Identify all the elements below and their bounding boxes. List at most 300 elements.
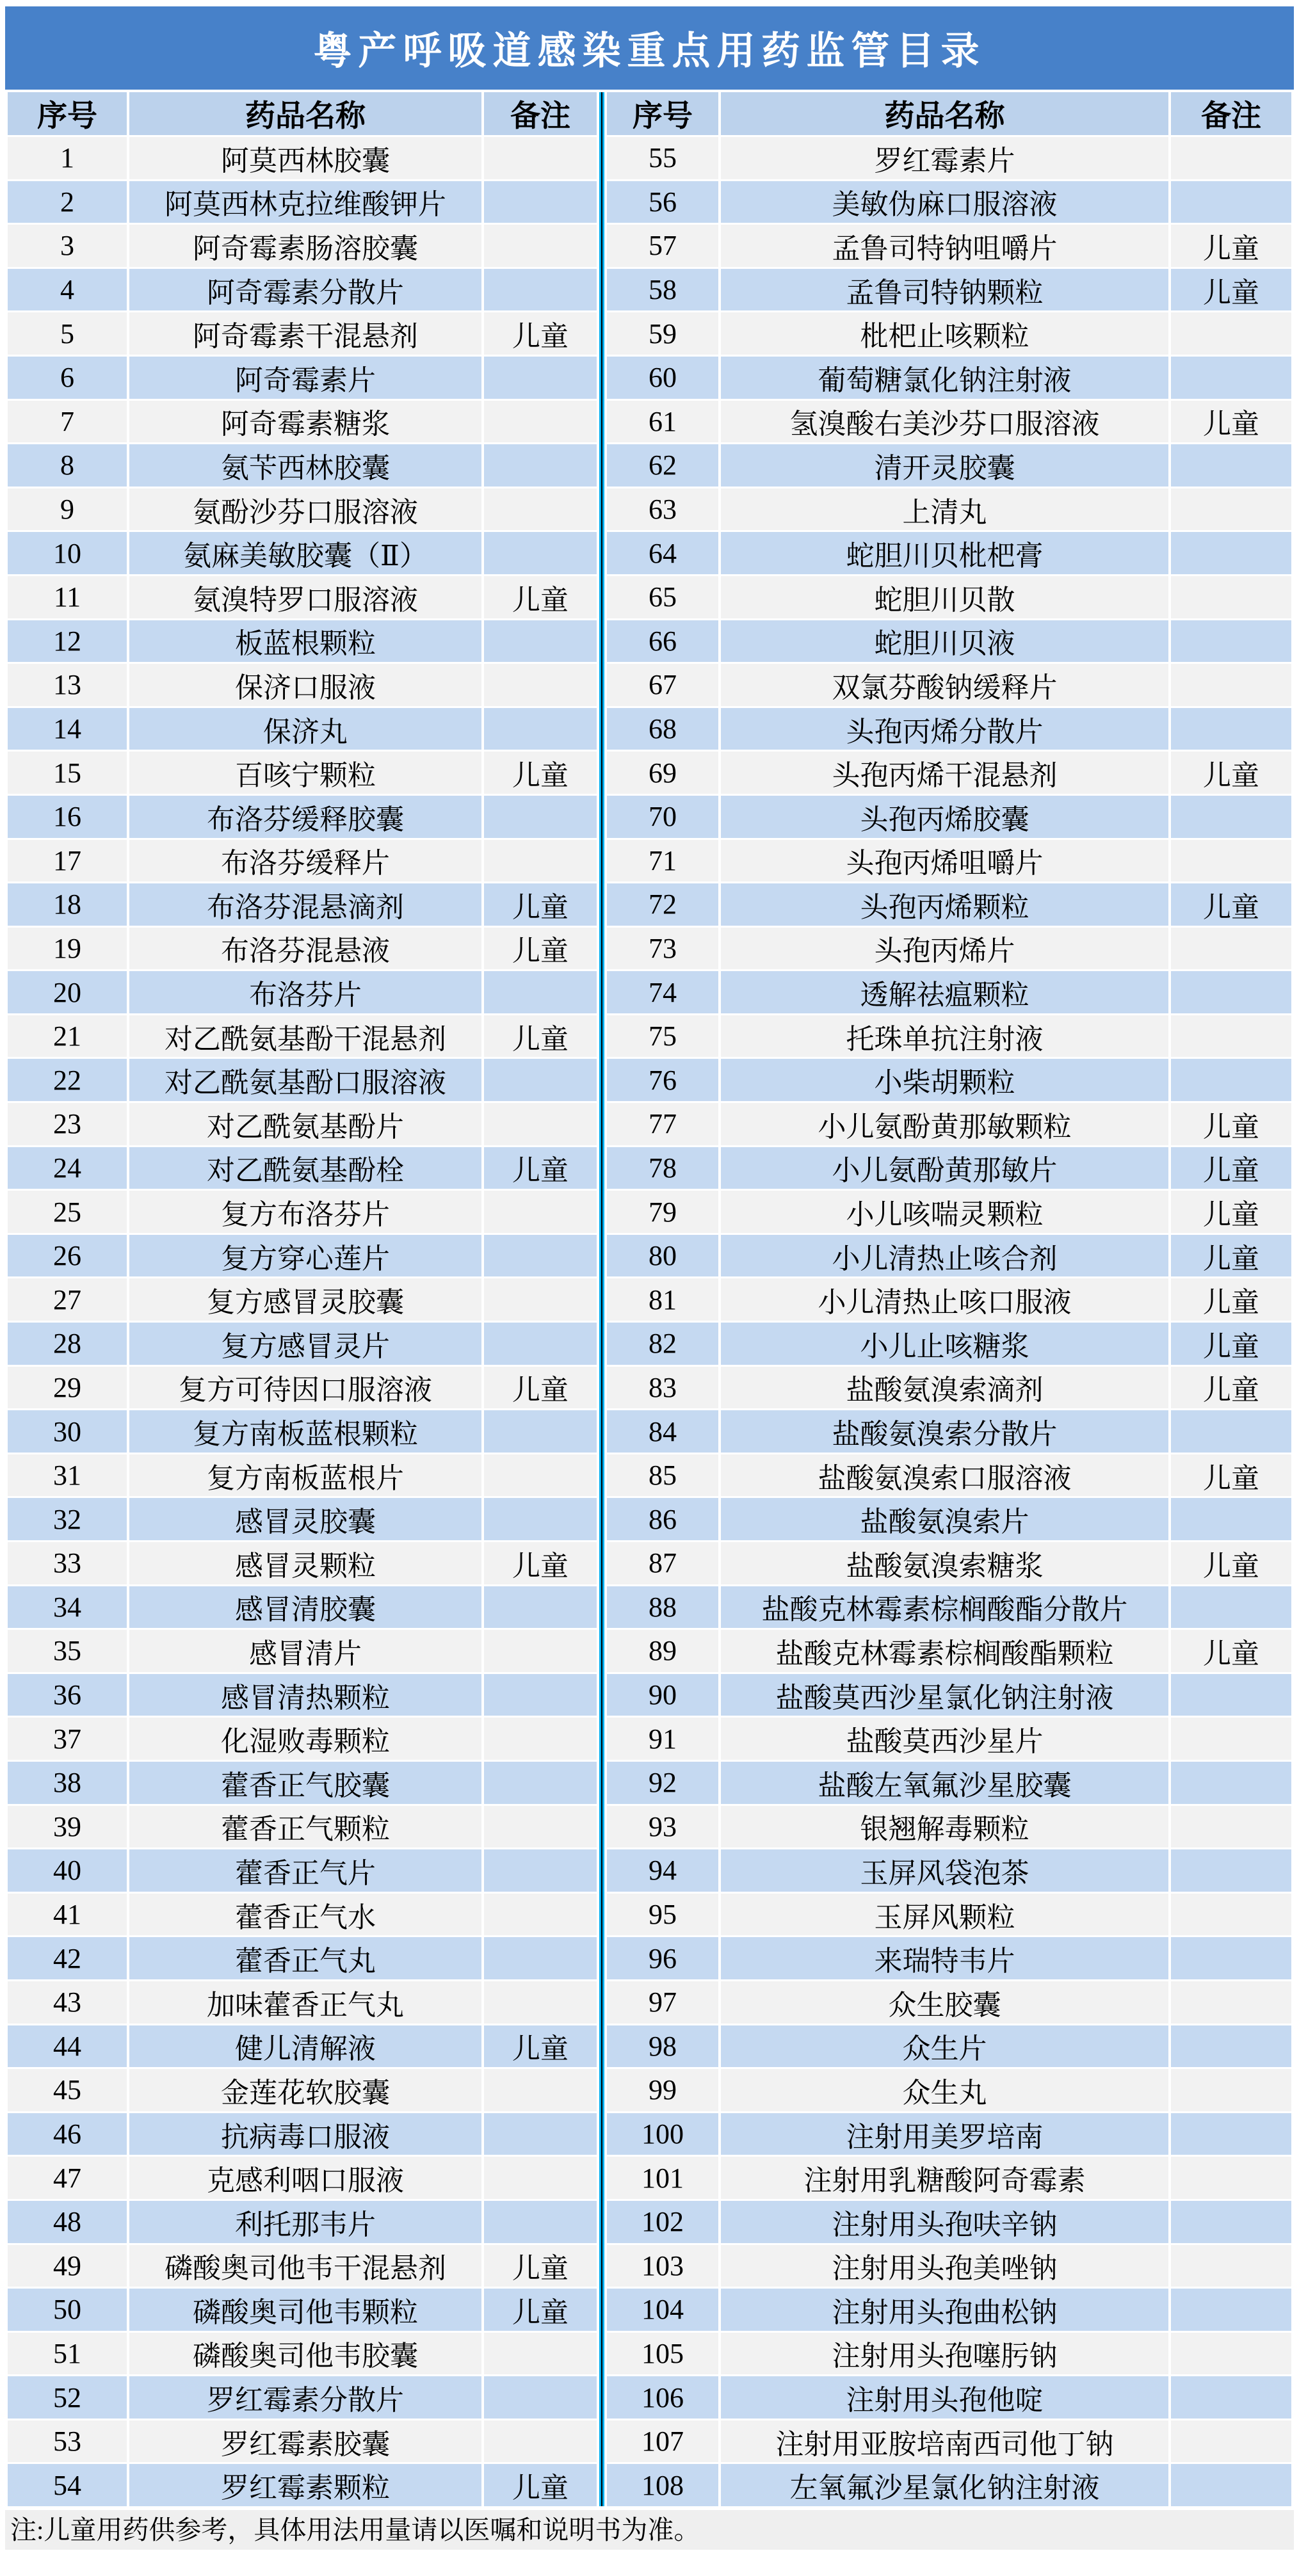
row-note: 儿童	[484, 2464, 597, 2506]
row-no: 67	[607, 664, 718, 706]
row-no: 86	[607, 1498, 718, 1540]
row-note	[484, 1630, 597, 1672]
row-no: 106	[607, 2376, 718, 2419]
row-no: 6	[8, 357, 127, 399]
table-row	[8, 752, 597, 794]
row-note: 儿童	[484, 752, 597, 794]
table-row	[607, 225, 1291, 267]
table-row	[607, 752, 1291, 794]
row-note: 儿童	[484, 2289, 597, 2331]
row-no: 80	[607, 1235, 718, 1277]
row-name: 磷酸奥司他韦颗粒	[129, 2289, 481, 2331]
row-note: 儿童	[1171, 1147, 1291, 1189]
row-name: 罗红霉素片	[721, 137, 1168, 179]
row-name: 注射用头孢呋辛钠	[721, 2201, 1168, 2243]
row-no: 68	[607, 708, 718, 750]
table-row	[607, 137, 1291, 179]
row-no: 15	[8, 752, 127, 794]
row-name: 板蓝根颗粒	[129, 620, 481, 663]
row-name: 头孢丙烯咀嚼片	[721, 840, 1168, 882]
table-row	[607, 708, 1291, 750]
table-row	[607, 1762, 1291, 1804]
row-no: 27	[8, 1278, 127, 1321]
row-name: 众生胶囊	[721, 1981, 1168, 2024]
table-row	[607, 664, 1291, 706]
row-name: 盐酸氨溴索片	[721, 1498, 1168, 1540]
row-name: 复方布洛芬片	[129, 1191, 481, 1233]
table-row	[607, 1454, 1291, 1497]
row-note	[484, 796, 597, 838]
table-row	[8, 1498, 597, 1540]
row-name: 透解祛瘟颗粒	[721, 971, 1168, 1013]
row-name: 上清丸	[721, 488, 1168, 531]
row-note	[484, 137, 597, 179]
row-no: 48	[8, 2201, 127, 2243]
row-name: 复方感冒灵片	[129, 1323, 481, 1365]
row-note	[484, 1235, 597, 1277]
row-no: 47	[8, 2157, 127, 2199]
row-no: 93	[607, 1806, 718, 1848]
row-note: 儿童	[1171, 1235, 1291, 1277]
row-name: 罗红霉素分散片	[129, 2376, 481, 2419]
row-no: 101	[607, 2157, 718, 2199]
row-name: 头孢丙烯片	[721, 928, 1168, 970]
col-header-note: 备注	[484, 92, 597, 135]
row-no: 19	[8, 928, 127, 970]
row-name: 复方可待因口服溶液	[129, 1367, 481, 1409]
table-row	[8, 2245, 597, 2287]
table-row	[607, 1498, 1291, 1540]
table-row	[8, 2201, 597, 2243]
col-header-no: 序号	[607, 92, 718, 135]
table-row	[607, 1147, 1291, 1189]
row-name: 盐酸氨溴索分散片	[721, 1410, 1168, 1453]
row-note	[484, 1191, 597, 1233]
table-row	[607, 2464, 1291, 2506]
row-no: 31	[8, 1454, 127, 1497]
row-note	[1171, 181, 1291, 223]
row-name: 布洛芬混悬滴剂	[129, 883, 481, 926]
row-name: 盐酸克林霉素棕榈酸酯分散片	[721, 1586, 1168, 1629]
table-row	[8, 1806, 597, 1848]
table-row	[8, 1147, 597, 1189]
row-no: 11	[8, 576, 127, 618]
table-row	[8, 137, 597, 179]
table-row	[607, 2420, 1291, 2463]
row-name: 布洛芬缓释胶囊	[129, 796, 481, 838]
row-no: 20	[8, 971, 127, 1013]
row-name: 孟鲁司特钠颗粒	[721, 269, 1168, 311]
table-row	[607, 1410, 1291, 1453]
row-no: 37	[8, 1718, 127, 1760]
row-no: 18	[8, 883, 127, 926]
row-note: 儿童	[1171, 1103, 1291, 1145]
row-no: 1	[8, 137, 127, 179]
row-no: 76	[607, 1059, 718, 1101]
table-row	[607, 269, 1291, 311]
row-note	[484, 840, 597, 882]
row-name: 布洛芬缓释片	[129, 840, 481, 882]
row-no: 34	[8, 1586, 127, 1629]
row-no: 17	[8, 840, 127, 882]
left-table-header	[8, 92, 597, 135]
row-name: 保济丸	[129, 708, 481, 750]
table-row	[8, 883, 597, 926]
footnote: 注:儿童用药供参考，具体用法用量请以医嘱和说明书为准。	[5, 2510, 1294, 2550]
row-note	[1171, 1806, 1291, 1848]
row-note	[484, 1981, 597, 2024]
table-row	[8, 357, 597, 399]
table-row	[8, 971, 597, 1013]
row-name: 加味藿香正气丸	[129, 1981, 481, 2024]
table-row	[607, 1981, 1291, 2024]
col-header-no: 序号	[8, 92, 127, 135]
table-row	[8, 1454, 597, 1497]
row-name: 氨麻美敏胶囊（Ⅱ）	[129, 532, 481, 574]
row-note: 儿童	[484, 1015, 597, 1058]
row-note	[1171, 2245, 1291, 2287]
table-row	[607, 1630, 1291, 1672]
table-row	[8, 1718, 597, 1760]
row-name: 蛇胆川贝枇杷膏	[721, 532, 1168, 574]
row-no: 38	[8, 1762, 127, 1804]
row-no: 40	[8, 1849, 127, 1892]
table-row	[607, 576, 1291, 618]
row-name: 罗红霉素胶囊	[129, 2420, 481, 2463]
drug-table-right	[604, 90, 1294, 2508]
row-no: 71	[607, 840, 718, 882]
row-name: 氨溴特罗口服溶液	[129, 576, 481, 618]
table-row	[8, 225, 597, 267]
row-note: 儿童	[484, 1147, 597, 1189]
row-no: 35	[8, 1630, 127, 1672]
row-note	[1171, 620, 1291, 663]
table-row	[607, 2201, 1291, 2243]
table-row	[8, 1762, 597, 1804]
row-note: 儿童	[484, 2245, 597, 2287]
row-name: 利托那韦片	[129, 2201, 481, 2243]
row-no: 77	[607, 1103, 718, 1145]
row-name: 感冒清热颗粒	[129, 1674, 481, 1716]
table-row	[8, 2464, 597, 2506]
row-no: 88	[607, 1586, 718, 1629]
table-row	[8, 1191, 597, 1233]
row-name: 盐酸氨溴索糖浆	[721, 1542, 1168, 1584]
row-no: 82	[607, 1323, 718, 1365]
row-name: 阿奇霉素糖浆	[129, 401, 481, 443]
row-no: 65	[607, 576, 718, 618]
row-note: 儿童	[484, 928, 597, 970]
row-name: 氨苄西林胶囊	[129, 444, 481, 487]
table-row	[607, 1937, 1291, 1979]
row-name: 阿莫西林胶囊	[129, 137, 481, 179]
row-name: 盐酸氨溴索口服溶液	[721, 1454, 1168, 1497]
row-note	[484, 2113, 597, 2155]
row-no: 24	[8, 1147, 127, 1189]
row-note: 儿童	[484, 1367, 597, 1409]
row-no: 91	[607, 1718, 718, 1760]
row-note	[1171, 1498, 1291, 1540]
row-name: 来瑞特韦片	[721, 1937, 1168, 1979]
row-no: 89	[607, 1630, 718, 1672]
table-row	[8, 1278, 597, 1321]
row-name: 复方穿心莲片	[129, 1235, 481, 1277]
table-row	[8, 708, 597, 750]
row-no: 100	[607, 2113, 718, 2155]
row-note	[484, 532, 597, 574]
table-row	[607, 1323, 1291, 1365]
table-row	[607, 1059, 1291, 1101]
row-no: 78	[607, 1147, 718, 1189]
row-no: 104	[607, 2289, 718, 2331]
table-row	[8, 2376, 597, 2419]
table-row	[607, 1806, 1291, 1848]
table-row	[8, 2289, 597, 2331]
row-name: 清开灵胶囊	[721, 444, 1168, 487]
right-tbody	[607, 137, 1291, 2506]
row-note	[1171, 1894, 1291, 1936]
row-name: 对乙酰氨基酚口服溶液	[129, 1059, 481, 1101]
row-no: 51	[8, 2333, 127, 2375]
row-no: 72	[607, 883, 718, 926]
row-no: 103	[607, 2245, 718, 2287]
row-no: 55	[607, 137, 718, 179]
row-note	[1171, 664, 1291, 706]
row-name: 藿香正气胶囊	[129, 1762, 481, 1804]
row-note	[1171, 1937, 1291, 1979]
row-name: 藿香正气片	[129, 1849, 481, 1892]
right-table-header	[607, 92, 1291, 135]
row-note	[484, 225, 597, 267]
row-note	[1171, 2333, 1291, 2375]
table-row	[607, 620, 1291, 663]
table-row	[8, 401, 597, 443]
row-no: 105	[607, 2333, 718, 2375]
table-row	[8, 1981, 597, 2024]
row-no: 70	[607, 796, 718, 838]
table-row	[607, 1542, 1291, 1584]
row-note	[1171, 488, 1291, 531]
row-no: 85	[607, 1454, 718, 1497]
row-name: 氢溴酸右美沙芬口服溶液	[721, 401, 1168, 443]
row-note	[484, 1059, 597, 1101]
row-note	[484, 620, 597, 663]
row-name: 阿莫西林克拉维酸钾片	[129, 181, 481, 223]
row-name: 氨酚沙芬口服溶液	[129, 488, 481, 531]
table-row	[8, 840, 597, 882]
table-row	[8, 620, 597, 663]
row-no: 9	[8, 488, 127, 531]
row-name: 注射用头孢他啶	[721, 2376, 1168, 2419]
table-row	[8, 444, 597, 487]
row-note	[1171, 1015, 1291, 1058]
col-header-name: 药品名称	[129, 92, 481, 135]
table-row	[607, 1367, 1291, 1409]
row-no: 81	[607, 1278, 718, 1321]
row-name: 注射用美罗培南	[721, 2113, 1168, 2155]
table-row	[607, 2069, 1291, 2111]
row-name: 百咳宁颗粒	[129, 752, 481, 794]
row-no: 39	[8, 1806, 127, 1848]
row-no: 32	[8, 1498, 127, 1540]
row-name: 小儿咳喘灵颗粒	[721, 1191, 1168, 1233]
row-no: 94	[607, 1849, 718, 1892]
row-name: 小儿止咳糖浆	[721, 1323, 1168, 1365]
row-note	[1171, 1410, 1291, 1453]
row-note	[1171, 2157, 1291, 2199]
table-row	[607, 1015, 1291, 1058]
table-row	[8, 928, 597, 970]
row-no: 57	[607, 225, 718, 267]
row-note	[484, 1323, 597, 1365]
row-note: 儿童	[1171, 1454, 1291, 1497]
row-note	[1171, 971, 1291, 1013]
table-row	[607, 444, 1291, 487]
row-note	[484, 269, 597, 311]
row-note: 儿童	[484, 2025, 597, 2068]
row-note: 儿童	[1171, 401, 1291, 443]
table-row	[607, 928, 1291, 970]
table-row	[607, 2245, 1291, 2287]
row-name: 小儿清热止咳合剂	[721, 1235, 1168, 1277]
row-note: 儿童	[1171, 1191, 1291, 1233]
row-name: 感冒清片	[129, 1630, 481, 1672]
row-no: 25	[8, 1191, 127, 1233]
row-name: 注射用头孢曲松钠	[721, 2289, 1168, 2331]
table-row	[607, 401, 1291, 443]
row-note: 儿童	[1171, 225, 1291, 267]
row-name: 蛇胆川贝散	[721, 576, 1168, 618]
row-note	[484, 1674, 597, 1716]
row-no: 54	[8, 2464, 127, 2506]
row-name: 阿奇霉素分散片	[129, 269, 481, 311]
row-name: 阿奇霉素片	[129, 357, 481, 399]
row-note: 儿童	[1171, 1278, 1291, 1321]
row-note	[484, 2069, 597, 2111]
table-row	[607, 357, 1291, 399]
row-note	[1171, 312, 1291, 355]
row-note	[484, 1498, 597, 1540]
row-note	[1171, 2376, 1291, 2419]
row-note	[484, 401, 597, 443]
row-note	[484, 1103, 597, 1145]
table-row	[8, 664, 597, 706]
table-row	[8, 2025, 597, 2068]
row-note	[484, 2157, 597, 2199]
table-row	[607, 1674, 1291, 1716]
row-no: 2	[8, 181, 127, 223]
row-no: 42	[8, 1937, 127, 1979]
table-row	[607, 1103, 1291, 1145]
table-row	[607, 2025, 1291, 2068]
row-no: 50	[8, 2289, 127, 2331]
row-no: 22	[8, 1059, 127, 1101]
row-note	[1171, 1718, 1291, 1760]
row-note	[1171, 1849, 1291, 1892]
table-row	[8, 1367, 597, 1409]
row-no: 108	[607, 2464, 718, 2506]
row-note	[1171, 796, 1291, 838]
row-note: 儿童	[1171, 883, 1291, 926]
table-row	[607, 2333, 1291, 2375]
row-name: 克感利咽口服液	[129, 2157, 481, 2199]
row-note	[484, 1762, 597, 1804]
table-row	[607, 2157, 1291, 2199]
table-row	[607, 1849, 1291, 1892]
row-note	[484, 1410, 597, 1453]
table-row	[607, 1278, 1291, 1321]
table-row	[607, 312, 1291, 355]
row-name: 磷酸奥司他韦胶囊	[129, 2333, 481, 2375]
row-name: 头孢丙烯颗粒	[721, 883, 1168, 926]
row-note	[484, 2420, 597, 2463]
row-note	[1171, 357, 1291, 399]
row-no: 28	[8, 1323, 127, 1365]
row-no: 79	[607, 1191, 718, 1233]
row-note	[484, 664, 597, 706]
row-no: 99	[607, 2069, 718, 2111]
table-row	[607, 1718, 1291, 1760]
row-note: 儿童	[1171, 269, 1291, 311]
row-no: 12	[8, 620, 127, 663]
row-name: 头孢丙烯干混悬剂	[721, 752, 1168, 794]
row-no: 97	[607, 1981, 718, 2024]
row-note: 儿童	[1171, 1367, 1291, 1409]
title-bar	[5, 6, 1294, 90]
row-no: 4	[8, 269, 127, 311]
table-row	[8, 1059, 597, 1101]
row-note: 儿童	[1171, 1542, 1291, 1584]
row-name: 藿香正气丸	[129, 1937, 481, 1979]
row-no: 44	[8, 2025, 127, 2068]
table-row	[8, 1015, 597, 1058]
row-name: 双氯芬酸钠缓释片	[721, 664, 1168, 706]
row-note	[1171, 1586, 1291, 1629]
row-no: 61	[607, 401, 718, 443]
row-name: 注射用头孢噻肟钠	[721, 2333, 1168, 2375]
row-name: 众生丸	[721, 2069, 1168, 2111]
table-row	[607, 2113, 1291, 2155]
row-name: 盐酸氨溴索滴剂	[721, 1367, 1168, 1409]
row-name: 布洛芬片	[129, 971, 481, 1013]
table-row	[607, 1235, 1291, 1277]
row-no: 7	[8, 401, 127, 443]
row-note	[1171, 2025, 1291, 2068]
row-note	[484, 1454, 597, 1497]
row-name: 盐酸克林霉素棕榈酸酯颗粒	[721, 1630, 1168, 1672]
row-note: 儿童	[484, 1542, 597, 1584]
row-name: 复方感冒灵胶囊	[129, 1278, 481, 1321]
row-note	[1171, 840, 1291, 882]
row-note	[484, 1894, 597, 1936]
row-note	[1171, 444, 1291, 487]
row-no: 60	[607, 357, 718, 399]
row-note: 儿童	[484, 883, 597, 926]
row-note	[1171, 576, 1291, 618]
row-no: 59	[607, 312, 718, 355]
row-name: 盐酸左氧氟沙星胶囊	[721, 1762, 1168, 1804]
row-name: 保济口服液	[129, 664, 481, 706]
table-row	[607, 840, 1291, 882]
row-no: 69	[607, 752, 718, 794]
row-note: 儿童	[1171, 1630, 1291, 1672]
row-note	[1171, 2201, 1291, 2243]
row-note: 儿童	[484, 576, 597, 618]
row-name: 葡萄糖氯化钠注射液	[721, 357, 1168, 399]
row-name: 健儿清解液	[129, 2025, 481, 2068]
row-name: 小儿清热止咳口服液	[721, 1278, 1168, 1321]
row-note	[1171, 1059, 1291, 1101]
